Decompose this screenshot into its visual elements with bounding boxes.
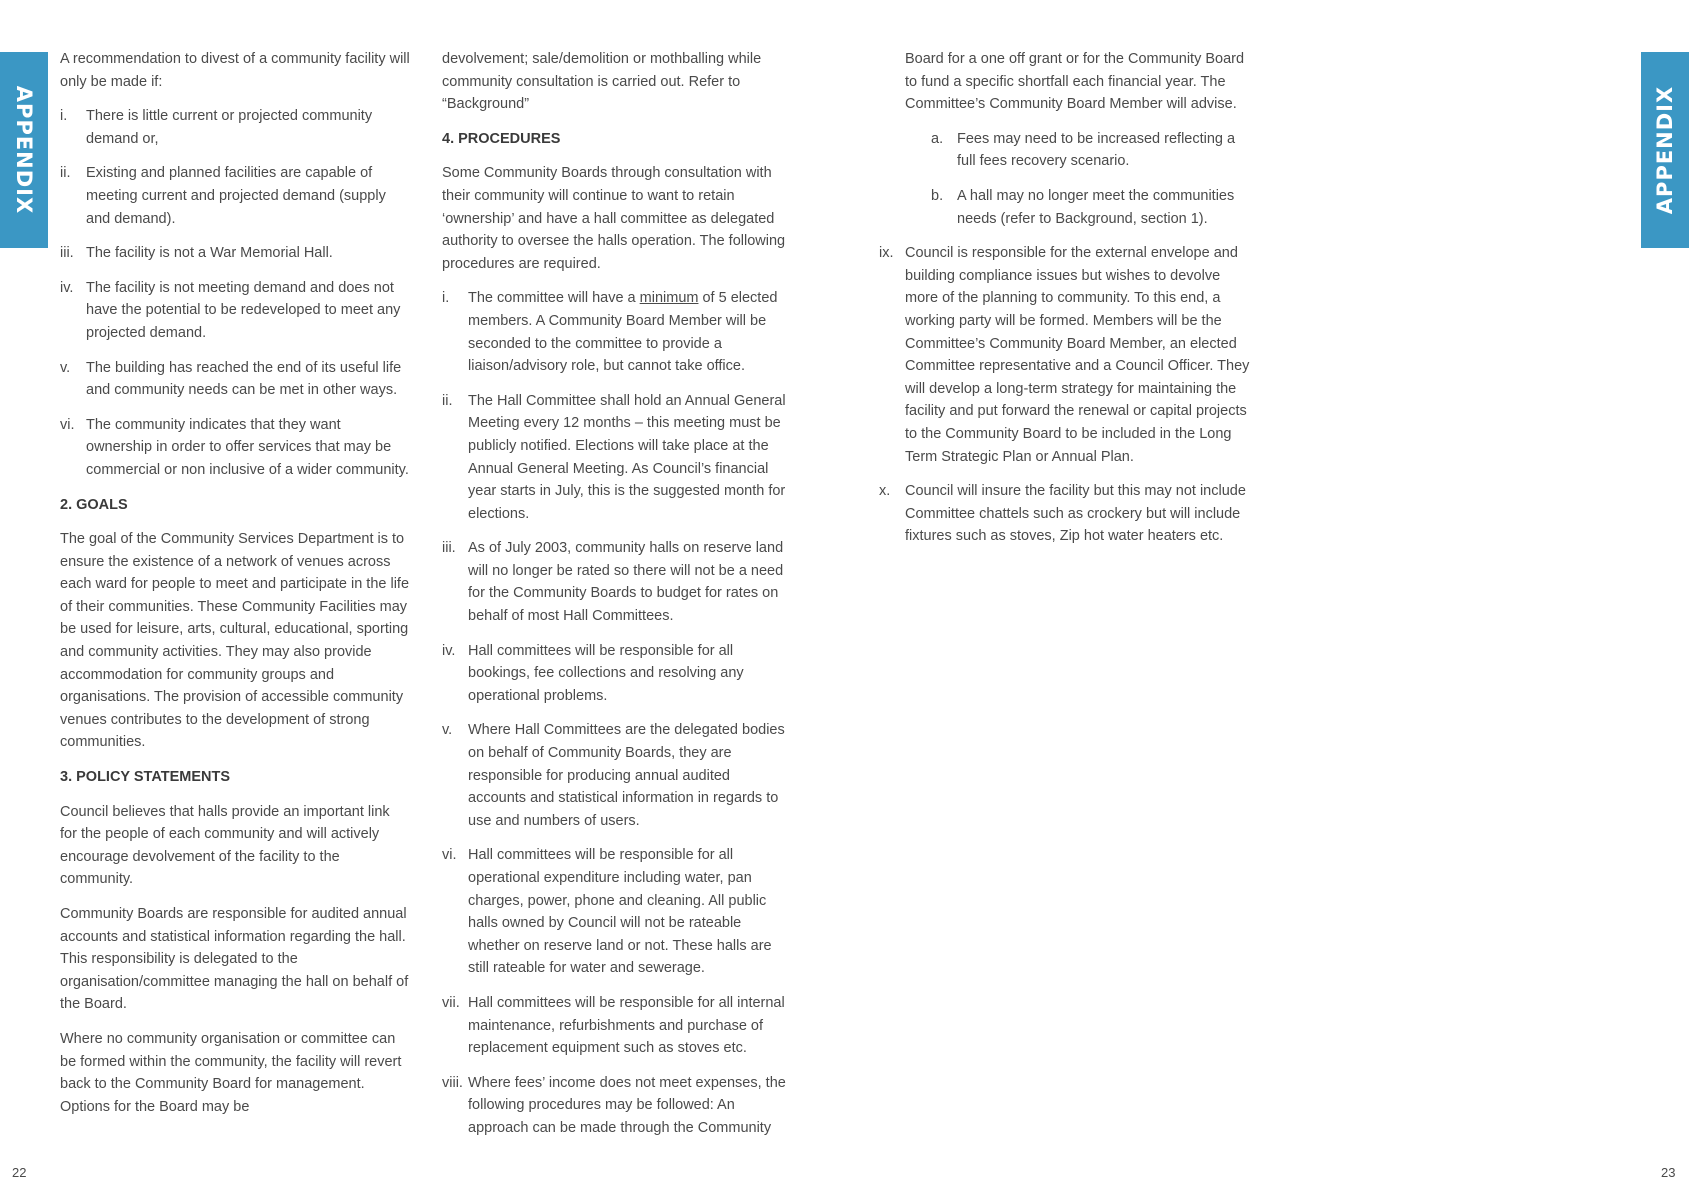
- column-3: [879, 48, 1255, 560]
- list-text: Where Hall Committees are the delegated bodies on behalf of Community Boards, they are responsible for producing annual audited accounts and statistical information in regards to use and numbers of users.: [468, 722, 785, 829]
- list-marker: iii.: [60, 245, 74, 262]
- appendix-label-left: APPENDIX: [12, 85, 36, 215]
- policy-paragraph-3: Where no community organisation or committee can be formed within the community, the facility will revert back to the Community Board for management. Options for the Board may be: [60, 1030, 402, 1115]
- list-text: There is little current or projected community demand or,: [86, 108, 373, 147]
- list-item: [442, 1072, 792, 1140]
- list-item: [442, 390, 792, 526]
- sub-list-item: [931, 185, 1255, 230]
- list-item: [60, 357, 410, 402]
- list-item: [442, 640, 792, 708]
- list-marker: v.: [442, 722, 453, 739]
- list-item: [60, 277, 410, 345]
- list-text: As of July 2003, community halls on reserve land will no longer be rated so there will not be a need for the Community Boards to budget for rates on behalf of most Hall Committees.: [468, 540, 784, 625]
- page-number-right: 23: [1661, 1165, 1676, 1180]
- list-item: [60, 105, 410, 150]
- page-number-left: 22: [12, 1165, 27, 1180]
- list-text: Hall committees will be responsible for all bookings, fee collections and resolving any operational problems.: [468, 642, 744, 704]
- column-2: [442, 48, 792, 1152]
- list-item: [60, 162, 410, 230]
- list-text: The facility is not meeting demand and does not have the potential to be redeveloped to meet any projected demand.: [86, 279, 401, 341]
- list-text: [468, 287, 792, 377]
- list-item: [60, 414, 410, 482]
- list-text: Fees may need to be increased reflecting a full fees recovery scenario.: [957, 130, 1236, 170]
- list-text-pre: The committee will have a: [468, 290, 640, 307]
- list-text: The Hall Committee shall hold an Annual General Meeting every 12 months – this meeting must be publicly notified. Elections will take place at the Annual General Meeting. As Council’s financial year starts in July, this is the suggested month for elections.: [468, 392, 786, 522]
- list-marker: i.: [60, 108, 68, 125]
- list-marker: vi.: [442, 847, 457, 864]
- column-1: [60, 48, 410, 1130]
- divest-intro: A recommendation to divest of a community facility will only be made if:: [60, 51, 410, 90]
- procedures-text: Some Community Boards through consultation with their community will continue to want to retain ‘ownership’ and have a hall committee as delegated authority to oversee the halls operation. The following procedures are required.: [442, 165, 786, 272]
- list-marker: ix.: [879, 245, 894, 262]
- goals-heading: 2. GOALS: [60, 496, 128, 513]
- list-marker: iv.: [60, 279, 74, 296]
- list-text: Existing and planned facilities are capable of meeting current and projected demand (supply and demand).: [86, 165, 386, 227]
- list-text: The community indicates that they want ownership in order to offer services that may be commercial or non inclusive of a wider community.: [86, 416, 409, 478]
- policy-paragraph-2: Community Boards are responsible for audited annual accounts and statistical information regarding the hall. This responsibility is delegated to the organisation/committee managing the hall on behalf of the Board.: [60, 906, 409, 1013]
- policy-heading: 3. POLICY STATEMENTS: [60, 769, 230, 786]
- appendix-tab-left: [0, 52, 48, 248]
- underlined-word: minimum: [639, 290, 699, 307]
- list-item: [442, 844, 792, 980]
- list-text: A hall may no longer meet the communities needs (refer to Background, section 1).: [957, 187, 1235, 227]
- list-marker: a.: [931, 130, 944, 147]
- list-item: [442, 537, 792, 627]
- list-text: Council will insure the facility but this may not include Committee chattels such as crockery but will include fixtures such as stoves, Zip hot water heaters etc.: [905, 483, 1246, 545]
- policy-continued: devolvement; sale/demolition or mothballing while community consultation is carried out. Refer to “Background”: [442, 51, 762, 113]
- appendix-label-right: APPENDIX: [1653, 85, 1677, 215]
- list-marker: viii.: [442, 1074, 463, 1091]
- policy-paragraph-1: Council believes that halls provide an important link for the people of each community and will actively encourage devolvement of the facility to the community.: [60, 803, 390, 888]
- list-marker: i.: [442, 290, 450, 307]
- list-marker: ii.: [442, 392, 453, 409]
- list-text: The building has reached the end of its useful life and community needs can be met in other ways.: [86, 359, 402, 399]
- procedures-heading: 4. PROCEDURES: [442, 130, 561, 147]
- list-item: [879, 242, 1255, 468]
- list-item: [442, 992, 792, 1060]
- list-text: Hall committees will be responsible for all internal maintenance, refurbishments and purchase of replacement equipment such as stoves etc.: [468, 994, 785, 1057]
- list-text: Where fees’ income does not meet expenses, the following procedures may be followed: An approach can be made through the Community: [468, 1074, 786, 1136]
- list-marker: vi.: [60, 416, 75, 433]
- list-text-post: of 5 elected members. A Community Board Member will be seconded to the committee to provide a liaison/advisory role, but cannot take office.: [468, 290, 778, 375]
- list-text: Hall committees will be responsible for all operational expenditure including water, pan charges, power, phone and cleaning. All public halls owned by Council will not be rateable whether on reserve land or not. These halls are still rateable for water and sewerage.: [468, 847, 772, 977]
- list-text: The facility is not a War Memorial Hall.: [86, 245, 333, 262]
- list-marker: x.: [879, 483, 891, 500]
- list-marker: ii.: [60, 165, 71, 182]
- sub-list-item: [931, 128, 1255, 173]
- list-marker: b.: [931, 187, 944, 204]
- list-marker: iii.: [442, 540, 456, 557]
- list-marker: vii.: [442, 994, 460, 1011]
- list-item: [442, 719, 792, 832]
- list-text: Council is responsible for the external envelope and building compliance issues but wishes to devolve more of the planning to community. To this end, a working party will be formed. Members will be the Committee’s Community Board Member, an elected Committee representative and a Council Officer. They will develop a long-term strategy for maintaining the facility and put forward the renewal or capital projects to the Community Board to be included in the Long Term Strategic Plan or Annual Plan.: [905, 245, 1250, 465]
- appendix-tab-right: [1641, 52, 1689, 248]
- list-marker: v.: [60, 359, 71, 376]
- list-marker: iv.: [442, 642, 456, 659]
- list-item: [442, 287, 792, 377]
- list-item: [879, 480, 1255, 548]
- list-item: [60, 242, 410, 265]
- procedure-continued: Board for a one off grant or for the Community Board to fund a specific shortfall each financial year. The Committee’s Community Board Member will advise.: [905, 51, 1245, 113]
- goals-text: The goal of the Community Services Department is to ensure the existence of a network of venues across each ward for people to meet and participate in the life of their communities. These Community Facilities may be used for leisure, arts, cultural, educational, sporting and community activities. They may also provide accommodation for community groups and organisations. The provision of accessible community venues contributes to the development of strong communities.: [60, 531, 410, 751]
